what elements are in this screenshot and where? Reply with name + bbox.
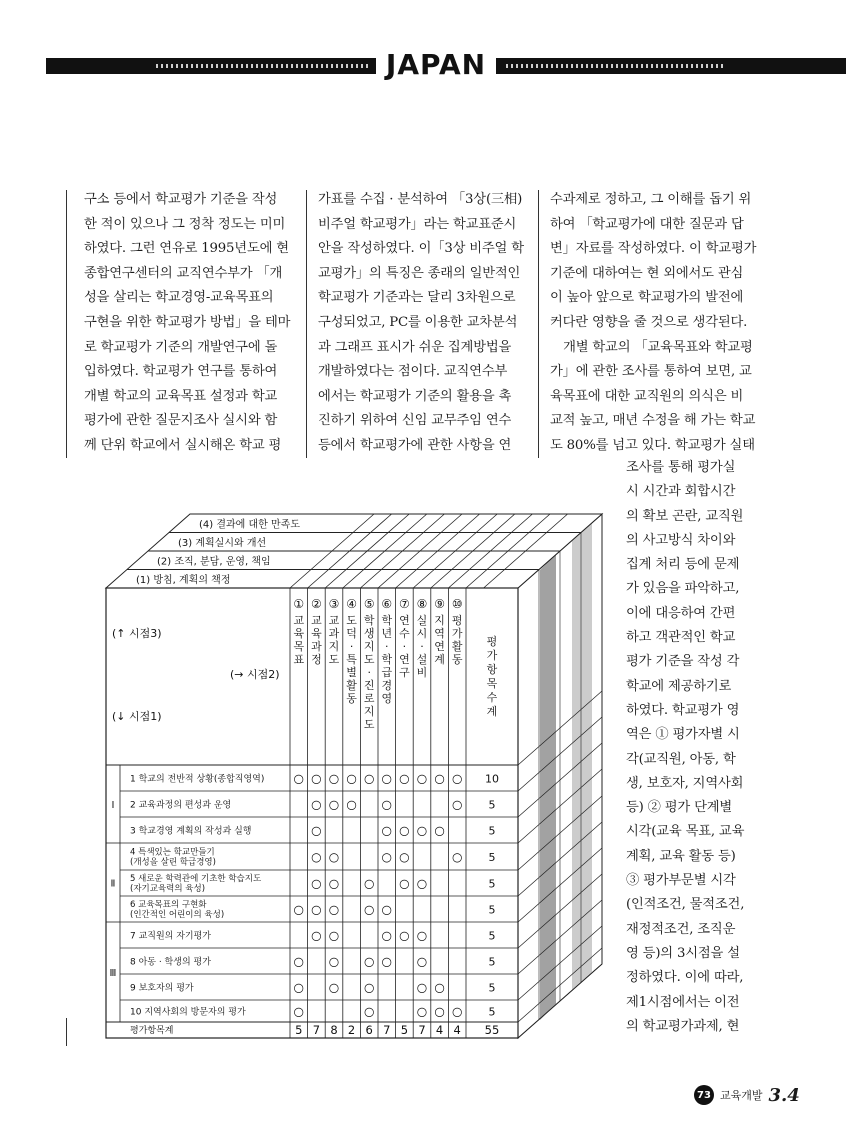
column-header-char: 도 xyxy=(328,653,340,666)
column-header-char: 과 xyxy=(328,627,340,640)
circle-mark: ○ xyxy=(328,850,340,864)
layer-label: (2) 조직, 분담, 운영, 책임 xyxy=(157,556,271,568)
layer-label: (4) 결과에 대한 만족도 xyxy=(199,519,300,531)
text-line: 의 학교평가과제, 현 xyxy=(626,1018,740,1034)
circle-mark: ○ xyxy=(328,876,340,891)
layer-label: (3) 계획실시와 개선 xyxy=(178,537,267,549)
text-line: 이 높아 앞으로 학교평가의 발전에 xyxy=(550,290,744,306)
circle-mark: ○ xyxy=(381,850,393,864)
column-header-char: 육 xyxy=(293,627,305,640)
column-header-char: 지 xyxy=(363,640,375,653)
text-line: 각(교직원, 아동, 학 xyxy=(626,751,736,767)
column-header-char: 실 xyxy=(416,614,428,627)
circle-mark: ○ xyxy=(416,823,428,838)
column-number: ⑤ xyxy=(363,597,375,611)
row-label-sub: (인간적인 어린이의 육성) xyxy=(130,910,225,920)
text-line: 비주얼 학교평가」라는 학교표준시 xyxy=(318,216,517,232)
column-header-char: 별 xyxy=(346,666,357,679)
text-line: 등에서 학교평가에 관한 사항을 연 xyxy=(318,437,512,453)
page-footer xyxy=(694,1082,800,1108)
circle-mark: ○ xyxy=(293,980,305,995)
row-total: 5 xyxy=(488,851,496,864)
circle-mark: ○ xyxy=(451,850,463,864)
row-total: 5 xyxy=(488,824,496,838)
circle-mark: ○ xyxy=(328,797,340,812)
column-header-char: 교 xyxy=(293,614,305,627)
text-line: 육목표에 대한 교직원의 의식은 비 xyxy=(550,388,744,404)
text-line: 하고 객관적인 학교 xyxy=(626,630,736,646)
circle-mark: ○ xyxy=(363,980,375,995)
column-header-char: 설 xyxy=(416,653,428,666)
circle-mark: ○ xyxy=(381,771,393,786)
row-label: 2 교육과정의 편성과 운영 xyxy=(130,800,232,811)
circle-mark: ○ xyxy=(399,850,410,864)
column-header-char: 학 xyxy=(363,614,375,627)
circle-mark: ○ xyxy=(416,928,428,943)
circle-mark: ○ xyxy=(363,902,375,917)
circle-mark: ○ xyxy=(434,980,445,995)
text-line: 학교평가 기준과는 달리 3차원으로 xyxy=(318,290,516,306)
circle-mark: ○ xyxy=(363,1004,375,1019)
row-label-sub: (자기교육력의 육성) xyxy=(130,884,206,894)
column-number: ⑩ xyxy=(451,597,463,611)
circle-mark: ○ xyxy=(293,771,305,786)
column-header-char: 도 xyxy=(363,653,375,666)
circle-mark: ○ xyxy=(399,823,410,838)
text-line: 께 단위 학교에서 실시해온 학교 평 xyxy=(84,437,282,453)
column-header-char: 지 xyxy=(363,705,375,718)
circle-mark: ○ xyxy=(434,1004,445,1019)
total-header-char: 목 xyxy=(486,677,498,690)
total-row-value: 7 xyxy=(418,1023,426,1037)
column-header-char: 활 xyxy=(346,679,357,692)
circle-mark: ○ xyxy=(381,823,393,838)
page-number: 73 xyxy=(694,1085,714,1105)
column-header-char: · xyxy=(367,666,371,679)
group-label: Ⅲ xyxy=(109,968,117,979)
circle-mark: ○ xyxy=(328,928,340,943)
row-label: 6 교육목표의 구현화 xyxy=(130,900,207,910)
layer-label: (1) 방침, 계획의 책정 xyxy=(136,574,231,586)
banner-dots-left xyxy=(156,64,371,68)
column-header-char: 구 xyxy=(399,666,410,679)
circle-mark: ○ xyxy=(293,1004,305,1019)
text-line: 구현을 위한 학교평가 방법」을 테마 xyxy=(84,314,291,330)
column-number: ⑥ xyxy=(381,597,393,611)
row-label: 4 특색있는 학교만들기 xyxy=(130,847,215,858)
column-header-char: 덕 xyxy=(346,627,357,640)
group-label: Ⅰ xyxy=(111,800,115,811)
text-line: 하여 「학교평가에 대한 질문과 답 xyxy=(550,216,744,232)
cube-shade-strip xyxy=(540,554,556,1020)
row-label: 1 학교의 전반적 상황(종합직영역) xyxy=(130,774,265,785)
circle-mark: ○ xyxy=(416,771,428,786)
circle-mark: ○ xyxy=(381,928,393,943)
circle-mark: ○ xyxy=(328,980,340,995)
text-line: 평가에 관한 질문지조사 실시와 함 xyxy=(84,413,278,429)
column-header-char: 시 xyxy=(416,627,428,640)
circle-mark: ○ xyxy=(311,928,322,943)
circle-mark: ○ xyxy=(311,850,322,864)
row-total: 10 xyxy=(485,772,499,786)
text-line: 개별 학교의 교육목표 설정과 학교 xyxy=(84,388,278,404)
circle-mark: ○ xyxy=(451,1004,463,1019)
circle-mark: ○ xyxy=(311,797,322,812)
text-line: 기준에 대하여는 현 외에서도 관심 xyxy=(550,265,744,281)
column-header-char: 학 xyxy=(381,614,393,627)
column-number: ③ xyxy=(328,597,340,611)
column-header-char: 동 xyxy=(346,692,357,705)
total-row-value: 55 xyxy=(484,1023,500,1037)
circle-mark: ○ xyxy=(451,797,463,812)
left-margin-rule xyxy=(66,190,67,458)
text-line: 재정적조건, 조직운 xyxy=(626,921,736,937)
text-line: 종합연구센터의 교직연수부가 「개 xyxy=(84,265,283,281)
circle-mark: ○ xyxy=(311,823,322,838)
column-number: ⑦ xyxy=(399,597,410,611)
row-label: 7 교직원의 자기평가 xyxy=(130,931,212,942)
circle-mark: ○ xyxy=(399,876,410,891)
article-column-1 xyxy=(84,188,294,459)
circle-mark: ○ xyxy=(416,876,428,891)
row-total: 5 xyxy=(488,798,496,812)
column-header-char: 육 xyxy=(311,627,322,640)
column-header-char: 교 xyxy=(328,614,340,627)
column-header-char: 학 xyxy=(381,653,393,666)
text-line: 가표를 수집 · 분석하여 「3상(三相) xyxy=(318,192,523,207)
column-header-char: · xyxy=(402,640,407,653)
text-line: 의 사고방식 차이와 xyxy=(626,532,736,548)
circle-mark: ○ xyxy=(293,954,305,969)
column-header-char: 년 xyxy=(381,627,393,640)
column-number: ④ xyxy=(346,597,357,611)
text-line: 구소 등에서 학교평가 기준을 작성 xyxy=(84,192,278,207)
banner-title: JAPAN xyxy=(376,50,496,80)
row-label: 9 보호자의 평가 xyxy=(130,983,194,994)
circle-mark: ○ xyxy=(363,954,375,969)
text-line: 진하기 위하여 신임 교무주임 연수 xyxy=(318,413,512,429)
text-line: ③ 평가부문별 시각 xyxy=(626,873,736,889)
banner-dots-right xyxy=(506,64,726,68)
column-header-char: 수 xyxy=(399,627,410,640)
column-rule-2 xyxy=(538,190,539,458)
total-header-char: 계 xyxy=(486,705,498,718)
row-total: 5 xyxy=(488,981,496,995)
column-header-char: 도 xyxy=(346,614,357,627)
text-line: 입하였다. 학교평가 연구를 통하여 xyxy=(84,364,278,380)
text-line: 집계 처리 등에 문제 xyxy=(626,557,740,573)
column-header-char: · xyxy=(349,640,354,653)
row-label: 5 새로운 학력관에 기초한 학습지도 xyxy=(130,874,262,884)
text-line: 영 등)의 3시점을 설 xyxy=(626,945,740,961)
row-total: 5 xyxy=(488,877,496,891)
circle-mark: ○ xyxy=(434,823,445,838)
column-header-char: 과 xyxy=(311,640,322,653)
text-line: 구성되었고, PC를 이용한 교차분석 xyxy=(318,314,518,330)
circle-mark: ○ xyxy=(311,876,322,891)
cube-shade-strip-2 xyxy=(572,522,592,990)
text-line: 학교에 제공하기로 xyxy=(626,678,732,694)
total-row-value: 4 xyxy=(453,1023,461,1037)
issue-number: 3.4 xyxy=(768,1084,800,1106)
column-header-char: · xyxy=(420,640,424,653)
text-line: 도 80%를 넘고 있다. 학교평가 실태 xyxy=(550,437,755,453)
circle-mark: ○ xyxy=(363,876,375,891)
column-header-char: 연 xyxy=(399,653,410,666)
column-header-char: 교 xyxy=(311,614,322,627)
text-line: 시 시간과 회합시간 xyxy=(626,484,736,500)
column-header-char: 급 xyxy=(381,666,393,679)
text-line: 생, 보호자, 지역사회 xyxy=(626,775,744,791)
total-row-value: 7 xyxy=(312,1023,321,1037)
total-header-char: 수 xyxy=(486,691,498,704)
column-number: ⑨ xyxy=(434,597,445,611)
column-header-char: 경 xyxy=(381,679,393,692)
total-header-char: 항 xyxy=(486,663,498,676)
column-header-char: 목 xyxy=(293,640,305,653)
column-header-char: 역 xyxy=(434,627,445,640)
circle-mark: ○ xyxy=(346,797,357,812)
column-number: ⑧ xyxy=(416,597,428,611)
column-header-char: 연 xyxy=(434,640,445,653)
circle-mark: ○ xyxy=(399,928,410,943)
circle-mark: ○ xyxy=(416,1004,428,1019)
text-line: 교평가」의 특징은 종래의 일반적인 xyxy=(318,265,521,281)
column-header-char: 지 xyxy=(434,614,445,627)
text-line: 역은 ① 평가자별 시 xyxy=(626,727,740,743)
circle-mark: ○ xyxy=(416,980,428,995)
column-header-char: 생 xyxy=(363,627,375,640)
column-number: ① xyxy=(293,597,305,611)
text-line: 가」에 관한 조사를 통하여 보면, 교 xyxy=(550,364,752,380)
text-line: 등) ② 평가 단계별 xyxy=(626,800,733,816)
column-rule-1 xyxy=(306,190,307,458)
total-row-value: 2 xyxy=(347,1023,356,1037)
text-line: 이에 대응하여 간편 xyxy=(626,605,736,621)
column-header-char: 계 xyxy=(434,653,445,666)
text-line: 개별 학교의 「교육목표와 학교평 xyxy=(550,339,753,355)
column-header-char: 가 xyxy=(451,627,463,640)
column-header-char: 영 xyxy=(381,692,393,705)
total-header-char: 가 xyxy=(486,649,498,662)
text-line: 제1시점에서는 이전 xyxy=(626,994,740,1010)
article-column-3 xyxy=(550,188,758,459)
column-number: ② xyxy=(311,597,322,611)
circle-mark: ○ xyxy=(381,954,393,969)
text-line: 시각(교육 목표, 교육 xyxy=(626,824,745,840)
text-line: 과 그래프 표시가 쉬운 집계방법을 xyxy=(318,339,512,355)
total-header-char: 평 xyxy=(486,635,498,648)
total-row-label: 평가항목계 xyxy=(130,1026,174,1036)
column-header-char: 정 xyxy=(311,653,322,666)
circle-mark: ○ xyxy=(434,771,445,786)
article-column-2 xyxy=(318,188,528,459)
text-line: 하였다. 학교평가 영 xyxy=(626,702,740,718)
text-line: (인적조건, 물적조건, xyxy=(626,897,745,913)
circle-mark: ○ xyxy=(363,771,375,786)
circle-mark: ○ xyxy=(346,771,357,786)
total-row-value: 8 xyxy=(330,1023,338,1037)
text-line: 안을 작성하였다. 이「3상 비주얼 학 xyxy=(318,241,524,257)
row-total: 5 xyxy=(488,929,496,943)
text-line: 교적 높고, 매년 수정을 해 가는 학교 xyxy=(550,413,756,429)
group-label: Ⅱ xyxy=(110,878,116,890)
column-header-char: 비 xyxy=(416,666,428,679)
column-header-char: 특 xyxy=(346,653,357,666)
circle-mark: ○ xyxy=(293,902,305,917)
column-header-char: 지 xyxy=(328,640,340,653)
row-total: 5 xyxy=(488,955,496,969)
text-line: 계획, 교육 활동 등) xyxy=(626,848,736,864)
circle-mark: ○ xyxy=(328,954,340,969)
text-line: 로 학교평가 기준의 개발연구에 돌 xyxy=(84,339,278,355)
total-row-value: 5 xyxy=(400,1023,409,1037)
column-header-char: 로 xyxy=(363,692,375,705)
text-line: 조사를 통해 평가실 xyxy=(626,460,736,475)
text-line: 성을 살리는 학교경영-교육목표의 xyxy=(84,290,274,306)
text-line: 에서는 학교평가 기준의 활용을 촉 xyxy=(318,388,512,404)
column-header-char: 연 xyxy=(399,614,410,627)
total-row-value: 6 xyxy=(365,1023,373,1037)
circle-mark: ○ xyxy=(381,902,393,917)
circle-mark: ○ xyxy=(416,954,428,969)
column-header-char: 평 xyxy=(451,614,463,627)
text-line: 의 확보 곤란, 교직원 xyxy=(626,508,744,524)
column-header-char: 도 xyxy=(363,718,375,731)
row-total: 5 xyxy=(488,903,496,917)
row-total: 5 xyxy=(488,1005,496,1019)
circle-mark: ○ xyxy=(451,771,463,786)
circle-mark: ○ xyxy=(328,902,340,917)
text-line: 정하였다. 이에 따라, xyxy=(626,970,744,986)
text-line: 수과제로 정하고, 그 이해를 돕기 위 xyxy=(550,192,752,207)
row-label: 10 지역사회의 방문자의 평가 xyxy=(130,1007,246,1018)
bottom-left-rule xyxy=(66,1018,67,1046)
row-label-sub: (개성을 살린 학급경영) xyxy=(130,857,216,868)
header-banner xyxy=(46,48,846,81)
text-line: 평가 기준을 작성 각 xyxy=(626,654,740,670)
circle-mark: ○ xyxy=(381,797,393,812)
total-row-value: 5 xyxy=(295,1023,303,1037)
total-row-value: 4 xyxy=(435,1023,444,1037)
circle-mark: ○ xyxy=(311,771,322,786)
text-line: 하였다. 그런 연유로 1995년도에 현 xyxy=(84,241,289,257)
text-line: 한 적이 있으나 그 정착 정도는 미미 xyxy=(84,216,286,232)
column-header-char: 활 xyxy=(451,640,463,653)
axis-label-up: (↑ 시점3) xyxy=(112,627,162,640)
text-line: 변」자료를 작성하였다. 이 학교평가 xyxy=(550,241,757,257)
circle-mark: ○ xyxy=(399,771,410,786)
text-line: 커다란 영향을 줄 것으로 생각된다. xyxy=(550,314,748,330)
magazine-name: 교육개발 xyxy=(720,1089,763,1102)
column-header-char: 표 xyxy=(293,653,305,666)
row-label: 8 아동 · 학생의 평가 xyxy=(130,957,211,968)
text-line: 개발하였다는 점이다. 교직연수부 xyxy=(318,364,508,380)
article-column-4 xyxy=(626,456,758,1039)
text-line: 가 있음을 파악하고, xyxy=(626,581,740,597)
column-header-char: · xyxy=(385,640,389,653)
total-row-value: 7 xyxy=(383,1023,391,1037)
axis-label-right: (→ 시점2) xyxy=(230,668,280,681)
axis-label-down: (↓ 시점1) xyxy=(112,710,162,723)
column-header-char: 동 xyxy=(451,653,463,666)
row-label: 3 학교경영 계획의 작성과 실행 xyxy=(130,826,252,837)
circle-mark: ○ xyxy=(328,771,340,786)
circle-mark: ○ xyxy=(311,902,322,917)
column-header-char: 진 xyxy=(363,679,375,692)
